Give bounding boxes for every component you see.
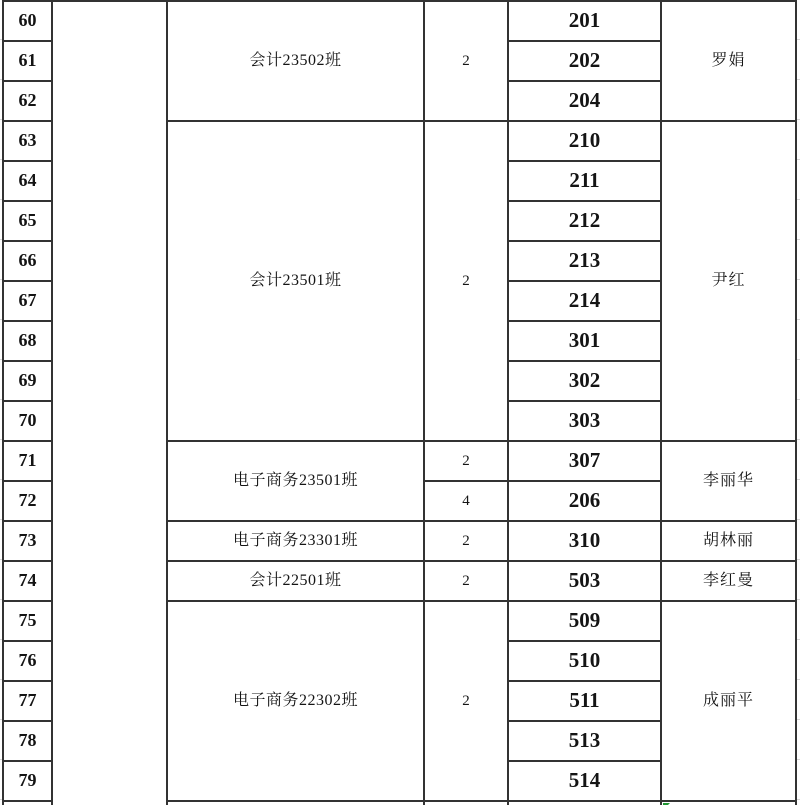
row-number-cell[interactable]: 71 [3,441,52,481]
row-number-cell[interactable]: 73 [3,521,52,561]
row-number-cell[interactable]: 72 [3,481,52,521]
row-number-cell[interactable]: 77 [3,681,52,721]
row-number-cell[interactable]: 61 [3,41,52,81]
room-number-cell[interactable]: 302 [508,361,661,401]
room-number-cell[interactable] [508,801,661,805]
schedule-table [2,0,797,805]
row-number-cell[interactable] [3,801,52,805]
row-number-cell[interactable]: 64 [3,161,52,201]
class-name-cell[interactable]: 电子商务23501班 [167,441,424,521]
row-number-cell[interactable]: 63 [3,121,52,161]
room-number-cell[interactable]: 307 [508,441,661,481]
row-number-cell[interactable]: 74 [3,561,52,601]
row-number-cell[interactable]: 66 [3,241,52,281]
count-cell[interactable]: 2 [424,121,508,441]
row-number-cell[interactable]: 69 [3,361,52,401]
count-cell[interactable]: 2 [424,601,508,801]
class-name-cell[interactable]: 会计23501班 [167,121,424,441]
room-number-cell[interactable]: 204 [508,81,661,121]
class-name-cell[interactable]: 会计23502班 [167,1,424,121]
schedule-table-body [3,1,796,805]
count-cell[interactable]: 2 [424,561,508,601]
row-number-cell[interactable]: 68 [3,321,52,361]
room-number-cell[interactable]: 514 [508,761,661,801]
room-number-cell[interactable]: 513 [508,721,661,761]
room-number-cell[interactable]: 509 [508,601,661,641]
room-number-cell[interactable]: 213 [508,241,661,281]
count-cell[interactable]: 2 [424,521,508,561]
room-number-cell[interactable]: 503 [508,561,661,601]
room-number-cell[interactable]: 510 [508,641,661,681]
count-cell[interactable]: 4 [424,481,508,521]
row-number-cell[interactable]: 75 [3,601,52,641]
class-name-cell[interactable]: 电子商务23301班 [167,521,424,561]
class-name-cell[interactable] [167,801,424,805]
teacher-name-cell[interactable]: 李丽华 [661,441,796,521]
teacher-name-cell[interactable]: 成丽平 [661,601,796,801]
room-number-cell[interactable]: 210 [508,121,661,161]
room-number-cell[interactable]: 211 [508,161,661,201]
teacher-name-cell[interactable]: 胡林丽 [661,521,796,561]
teacher-name-cell[interactable] [661,801,796,805]
empty-merged-column-cell[interactable] [52,1,167,805]
row-number-cell[interactable]: 78 [3,721,52,761]
room-number-cell[interactable]: 310 [508,521,661,561]
room-number-cell[interactable]: 214 [508,281,661,321]
row-number-cell[interactable]: 67 [3,281,52,321]
class-name-cell[interactable]: 会计22501班 [167,561,424,601]
row-number-cell[interactable]: 70 [3,401,52,441]
room-number-cell[interactable]: 303 [508,401,661,441]
row-number-cell[interactable]: 65 [3,201,52,241]
count-cell[interactable] [424,801,508,805]
count-cell[interactable]: 2 [424,1,508,121]
room-number-cell[interactable]: 206 [508,481,661,521]
teacher-name-cell[interactable]: 尹红 [661,121,796,441]
row-number-cell[interactable]: 60 [3,1,52,41]
room-number-cell[interactable]: 212 [508,201,661,241]
row-number-cell[interactable]: 79 [3,761,52,801]
room-number-cell[interactable]: 301 [508,321,661,361]
room-number-cell[interactable]: 202 [508,41,661,81]
teacher-name-cell[interactable]: 李红曼 [661,561,796,601]
row-number-cell[interactable]: 62 [3,81,52,121]
table-row [3,1,796,41]
row-number-cell[interactable]: 76 [3,641,52,681]
class-name-cell[interactable]: 电子商务22302班 [167,601,424,801]
room-number-cell[interactable]: 511 [508,681,661,721]
teacher-name-cell[interactable]: 罗娟 [661,1,796,121]
count-cell[interactable]: 2 [424,441,508,481]
room-number-cell[interactable]: 201 [508,1,661,41]
